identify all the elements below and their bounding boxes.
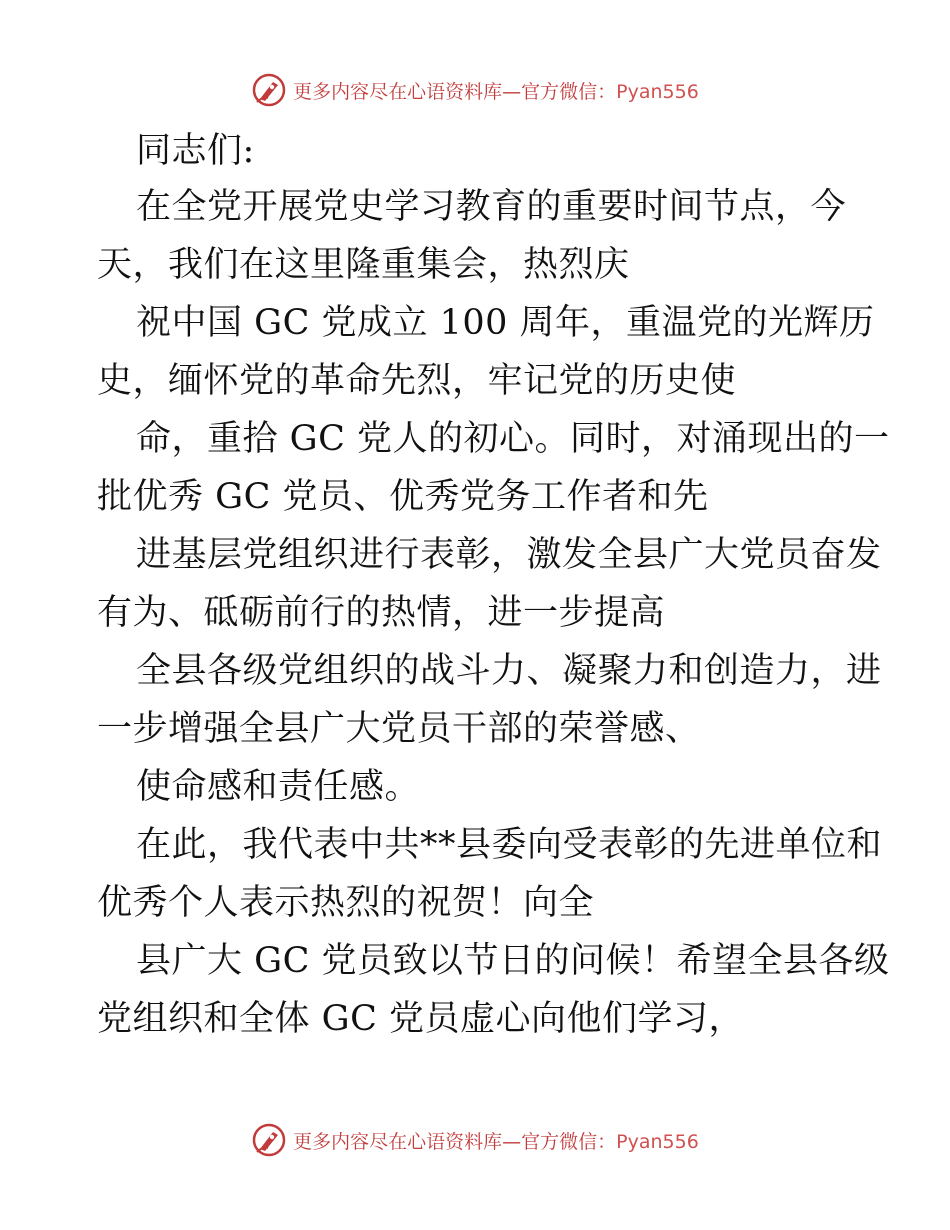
text-line: 进基层党组织进行表彰，激发全县广大党员奋发 [136,535,882,575]
footer-watermark [0,1122,950,1158]
text-line: 优秀个人表示热烈的祝贺！向全 [97,883,595,923]
pen-nib-logo-icon [251,72,287,108]
text-line: 党组织和全体 GC 党员虚心向他们学习， [97,999,744,1039]
text-line: 县广大 GC 党员致以节日的问候！希望全县各级 [136,941,890,981]
text-line: 同志们: [136,131,255,171]
text-line: 一步增强全县广大党员干部的荣誉感、 [97,709,701,749]
text-line: 全县各级党组织的战斗力、凝聚力和创造力，进 [136,651,882,691]
pen-nib-logo-icon [251,1122,287,1158]
text-line: 命，重拾 GC 党人的初心。同时，对涌现出的一 [136,419,890,459]
text-line: 祝中国 GC 党成立 100 周年，重温党的光辉历 [136,303,875,343]
watermark-text: 更多内容尽在心语资料库—官方微信： [293,1130,617,1153]
watermark-id: Pyan556 [616,1130,699,1153]
text-line: 批优秀 GC 党员、优秀党务工作者和先 [97,477,709,517]
text-line: 在此，我代表中共**县委向受表彰的先进单位和 [136,825,883,865]
text-line: 天，我们在这里隆重集会，热烈庆 [97,245,630,285]
text-line: 使命感和责任感。 [136,767,421,807]
text-line: 有为、砥砺前行的热情，进一步提高 [97,593,666,633]
watermark-id: Pyan556 [616,80,699,103]
watermark-text: 更多内容尽在心语资料库—官方微信： [293,80,617,103]
text-line: 史，缅怀党的革命先烈，牢记党的历史使 [97,361,737,401]
text-line: 在全党开展党史学习教育的重要时间节点，今 [136,187,847,227]
header-watermark [0,72,950,108]
